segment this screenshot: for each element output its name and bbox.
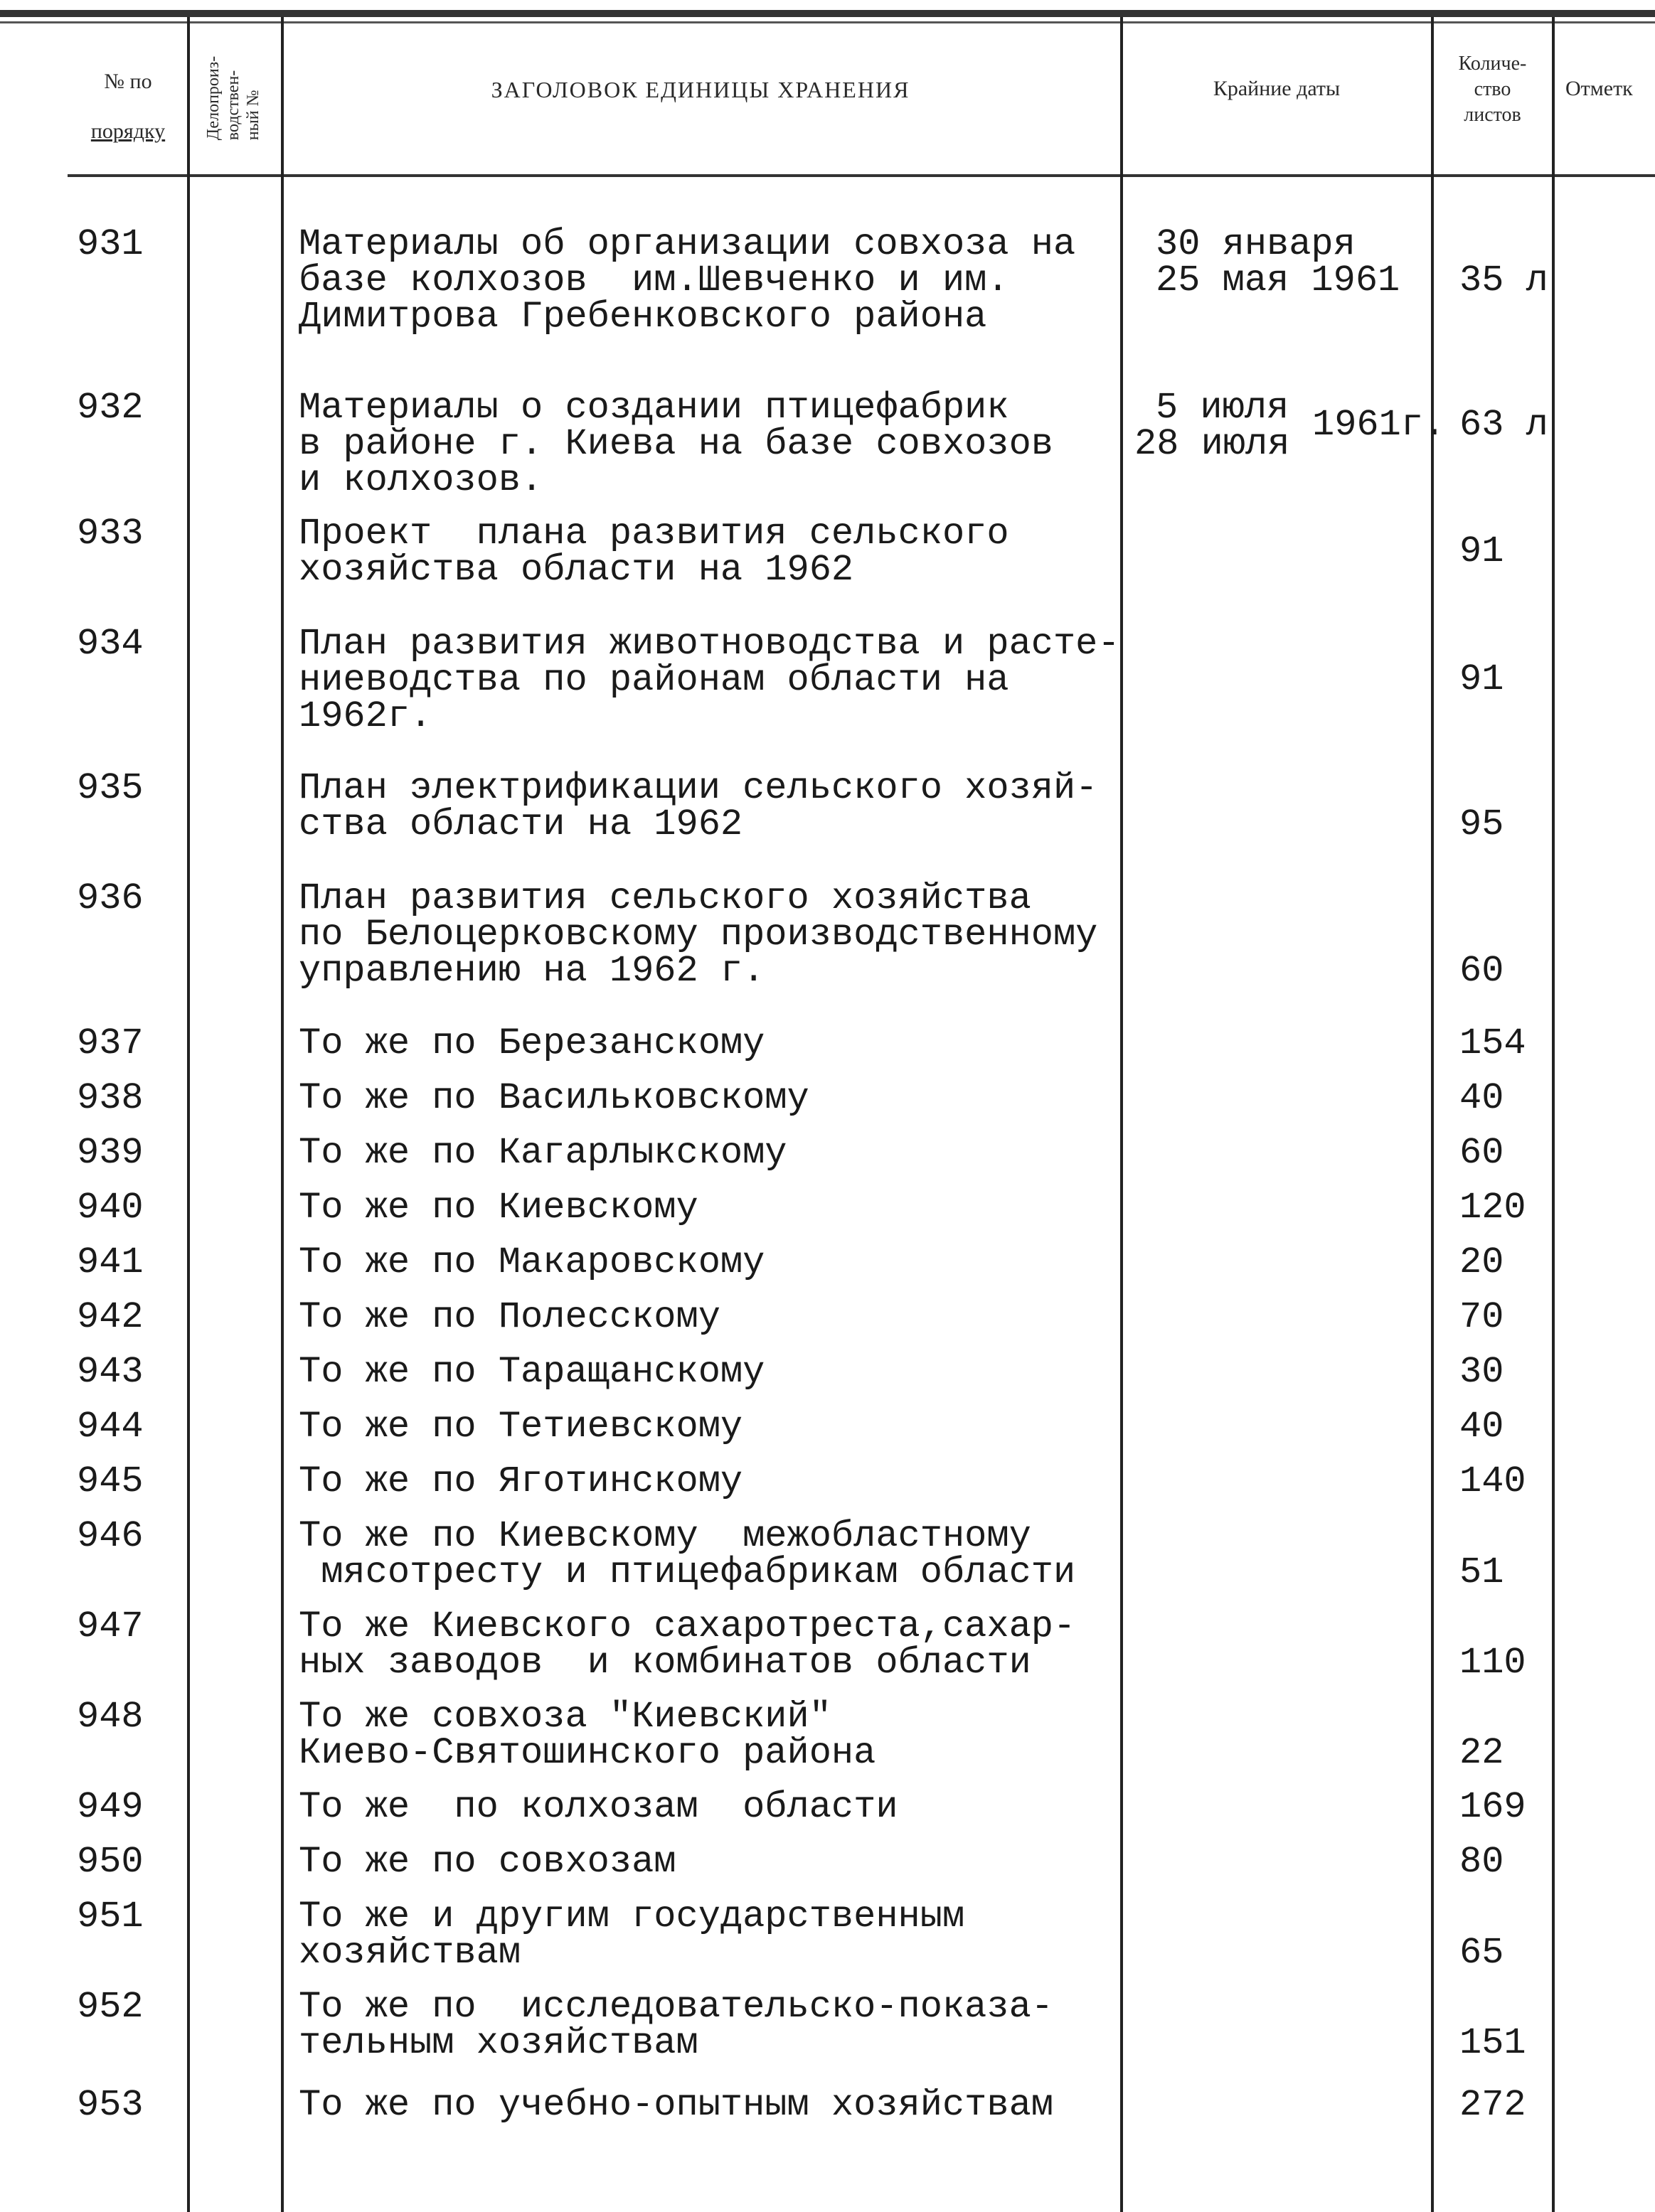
row-948-qty: 22 — [1459, 1732, 1504, 1774]
header-notes: Отметк — [1565, 77, 1633, 100]
row-947-qty: 110 — [1459, 1642, 1526, 1684]
row-935-title: План электрификации сельского хозяй- ства области на 1962 — [299, 767, 1098, 845]
row-940-number: 940 — [77, 1187, 144, 1229]
row-945-number: 945 — [77, 1460, 144, 1502]
row-949-qty: 169 — [1459, 1786, 1526, 1828]
header-office-number — [188, 21, 277, 174]
row-948-title: То же совхоза "Киевский" Киево-Святошинского района — [299, 1696, 876, 1774]
row-933-qty: 91 — [1459, 530, 1504, 572]
header-qty-line2: ство — [1474, 78, 1511, 100]
row-932-date-year: 1961г. — [1312, 404, 1446, 446]
row-938-qty: 40 — [1459, 1077, 1504, 1119]
row-931-title: Материалы об организации совхоза на базе колхозов им.Шевченко и им. Димитрова Гребенковского района — [299, 223, 1076, 338]
row-952-number: 952 — [77, 1986, 144, 2028]
row-932-date-end: 28 июля — [1134, 423, 1290, 465]
row-934-number: 934 — [77, 623, 144, 665]
row-948-number: 948 — [77, 1696, 144, 1738]
column-divider-dates — [1431, 17, 1434, 2212]
top-border-thick — [0, 10, 1655, 17]
header-dates: Крайние даты — [1213, 77, 1341, 100]
header-number-line2: порядку — [90, 119, 166, 143]
row-950-qty: 80 — [1459, 1841, 1504, 1883]
row-949-number: 949 — [77, 1786, 144, 1828]
row-950-number: 950 — [77, 1841, 144, 1883]
row-943-title: То же по Таращанскому — [299, 1351, 765, 1393]
row-953-qty: 272 — [1459, 2084, 1526, 2126]
row-941-qty: 20 — [1459, 1241, 1504, 1283]
row-934-title: План развития животноводства и расте- ниеводства по районам области на 1962г. — [299, 623, 1120, 737]
row-939-number: 939 — [77, 1132, 144, 1174]
row-945-qty: 140 — [1459, 1460, 1526, 1502]
row-936-number: 936 — [77, 877, 144, 919]
row-931-qty: 35 л — [1459, 260, 1548, 301]
row-947-title: То же Киевского сахаротреста,сахар- ных заводов и комбинатов области — [299, 1605, 1076, 1684]
header-number — [68, 57, 188, 156]
row-944-title: То же по Тетиевскому — [299, 1406, 743, 1448]
row-933-number: 933 — [77, 513, 144, 555]
row-932-number: 932 — [77, 387, 144, 429]
header-qty — [1434, 51, 1551, 128]
row-933-title: Проект плана развития сельского хозяйства области на 1962 — [299, 513, 1009, 591]
row-940-qty: 120 — [1459, 1187, 1526, 1229]
row-946-qty: 51 — [1459, 1551, 1504, 1593]
column-divider-number — [187, 17, 190, 2212]
row-945-title: То же по Яготинскому — [299, 1460, 743, 1502]
row-953-title: То же по учебно-опытным хозяйствам — [299, 2084, 1053, 2126]
header-number-line1: № по — [104, 70, 152, 93]
column-divider-title — [1120, 17, 1123, 2212]
row-939-title: То же по Кагарлыкскому — [299, 1132, 787, 1174]
row-931-number: 931 — [77, 223, 144, 265]
row-946-title: То же по Киевскому межобластному мясотресту и птицефабрикам области — [299, 1515, 1076, 1593]
row-946-number: 946 — [77, 1515, 144, 1557]
row-942-title: То же по Полесскому — [299, 1296, 720, 1338]
row-937-qty: 154 — [1459, 1022, 1526, 1064]
row-941-number: 941 — [77, 1241, 144, 1283]
row-953-number: 953 — [77, 2084, 144, 2126]
row-942-number: 942 — [77, 1296, 144, 1338]
header-qty-line3: листов — [1464, 104, 1521, 126]
header-title: ЗАГОЛОВОК ЕДИНИЦЫ ХРАНЕНИЯ — [491, 77, 910, 102]
row-932-date-start: 5 июля — [1156, 387, 1289, 429]
row-935-qty: 95 — [1459, 803, 1504, 845]
row-950-title: То же по совхозам — [299, 1841, 676, 1883]
row-937-number: 937 — [77, 1022, 144, 1064]
row-951-number: 951 — [77, 1896, 144, 1938]
row-943-number: 943 — [77, 1351, 144, 1393]
row-944-number: 944 — [77, 1406, 144, 1448]
row-947-number: 947 — [77, 1605, 144, 1647]
row-931-date-end: 25 мая 1961 — [1156, 260, 1400, 301]
row-935-number: 935 — [77, 767, 144, 809]
row-952-qty: 151 — [1459, 2022, 1526, 2064]
row-939-qty: 60 — [1459, 1132, 1504, 1174]
row-952-title: То же по исследовательско-показа- тельным хозяйствам — [299, 1986, 1053, 2064]
row-944-qty: 40 — [1459, 1406, 1504, 1448]
row-941-title: То же по Макаровскому — [299, 1241, 765, 1283]
row-951-qty: 65 — [1459, 1932, 1504, 1974]
row-942-qty: 70 — [1459, 1296, 1504, 1338]
row-940-title: То же по Киевскому — [299, 1187, 698, 1229]
header-qty-line1: Количе- — [1458, 53, 1527, 75]
row-938-number: 938 — [77, 1077, 144, 1119]
row-932-title: Материалы о создании птицефабрик в районе г. Киева на базе совхозов и колхозов. — [299, 387, 1053, 501]
header-bottom-rule — [68, 174, 1655, 177]
row-937-title: То же по Березанскому — [299, 1022, 765, 1064]
row-932-qty: 63 л — [1459, 404, 1548, 446]
row-936-qty: 60 — [1459, 950, 1504, 992]
row-934-qty: 91 — [1459, 658, 1504, 700]
row-951-title: То же и другим государственным хозяйствам — [299, 1896, 965, 1974]
row-931-date-start: 30 января — [1156, 223, 1356, 265]
column-divider-office — [281, 17, 284, 2212]
row-949-title: То же по колхозам области — [299, 1786, 898, 1828]
row-936-title: План развития сельского хозяйства по Белоцерковскому производственному управлению на 1962 г. — [299, 877, 1098, 992]
row-938-title: То же по Васильковскому — [299, 1077, 809, 1119]
column-divider-qty — [1552, 17, 1555, 2212]
header-office-number-text: Делопроиз- водствен- ный № — [203, 55, 262, 140]
row-943-qty: 30 — [1459, 1351, 1504, 1393]
